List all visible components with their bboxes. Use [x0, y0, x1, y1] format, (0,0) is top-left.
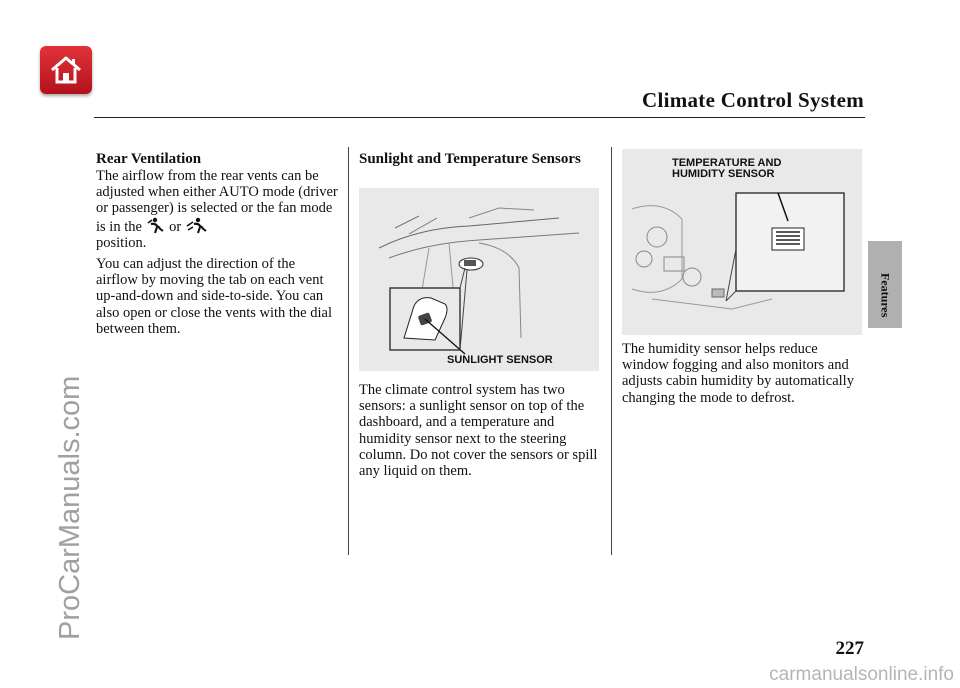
header-rule [94, 117, 865, 118]
sensors-heading: Sunlight and Temperature Sensors [359, 151, 581, 167]
sunlight-sensor-illustration [359, 188, 599, 371]
column-rear-ventilation [96, 152, 340, 337]
sunlight-sensor-caption: SUNLIGHT SENSOR [447, 354, 553, 366]
section-title: Climate Control System [641, 88, 864, 112]
column-divider [348, 147, 349, 555]
rear-ventilation-p1: The airflow from the rear vents can be adjusted when either AUTO mode (driver or passenger) is selected or the fan mode is in the or position. [96, 168, 338, 251]
humidity-sensor-caption-line2: HUMIDITY SENSOR [672, 168, 775, 180]
home-button[interactable] [40, 46, 92, 94]
column-divider [611, 147, 612, 555]
humidity-sensor-figure [622, 149, 862, 335]
rear-ventilation-text [96, 168, 340, 337]
watermark-bottom[interactable]: carmanualsonline.info [769, 664, 954, 685]
fan-bilevel-floor-mode-icon [185, 217, 209, 234]
sunlight-sensor-figure [359, 188, 599, 371]
rear-ventilation-heading: Rear Ventilation [96, 151, 202, 167]
column-sensors [359, 152, 603, 167]
sensors-text: The climate control system has two sensors: a sunlight sensor on top of the dashboard, and a temperature and humidity sensor next to the steering column. Do not cover the sensors or spill any liquid on them. [359, 382, 598, 480]
rear-ventilation-p2: You can adjust the direction of the airflow by moving the tab on each vent up-and-down and side-to-side. You can also open or close the vents with the dial between them. [96, 256, 332, 337]
side-tab-label: Features [878, 272, 893, 318]
home-icon [49, 55, 83, 85]
fan-floor-mode-icon [146, 217, 166, 234]
page-number: 227 [835, 638, 864, 659]
humidity-text: The humidity sensor helps reduce window fogging and also monitors and adjusts cabin humidity by automatically changing the mode to defrost. [622, 341, 854, 406]
humidity-sensor-caption-line1: TEMPERATURE AND [672, 157, 782, 169]
